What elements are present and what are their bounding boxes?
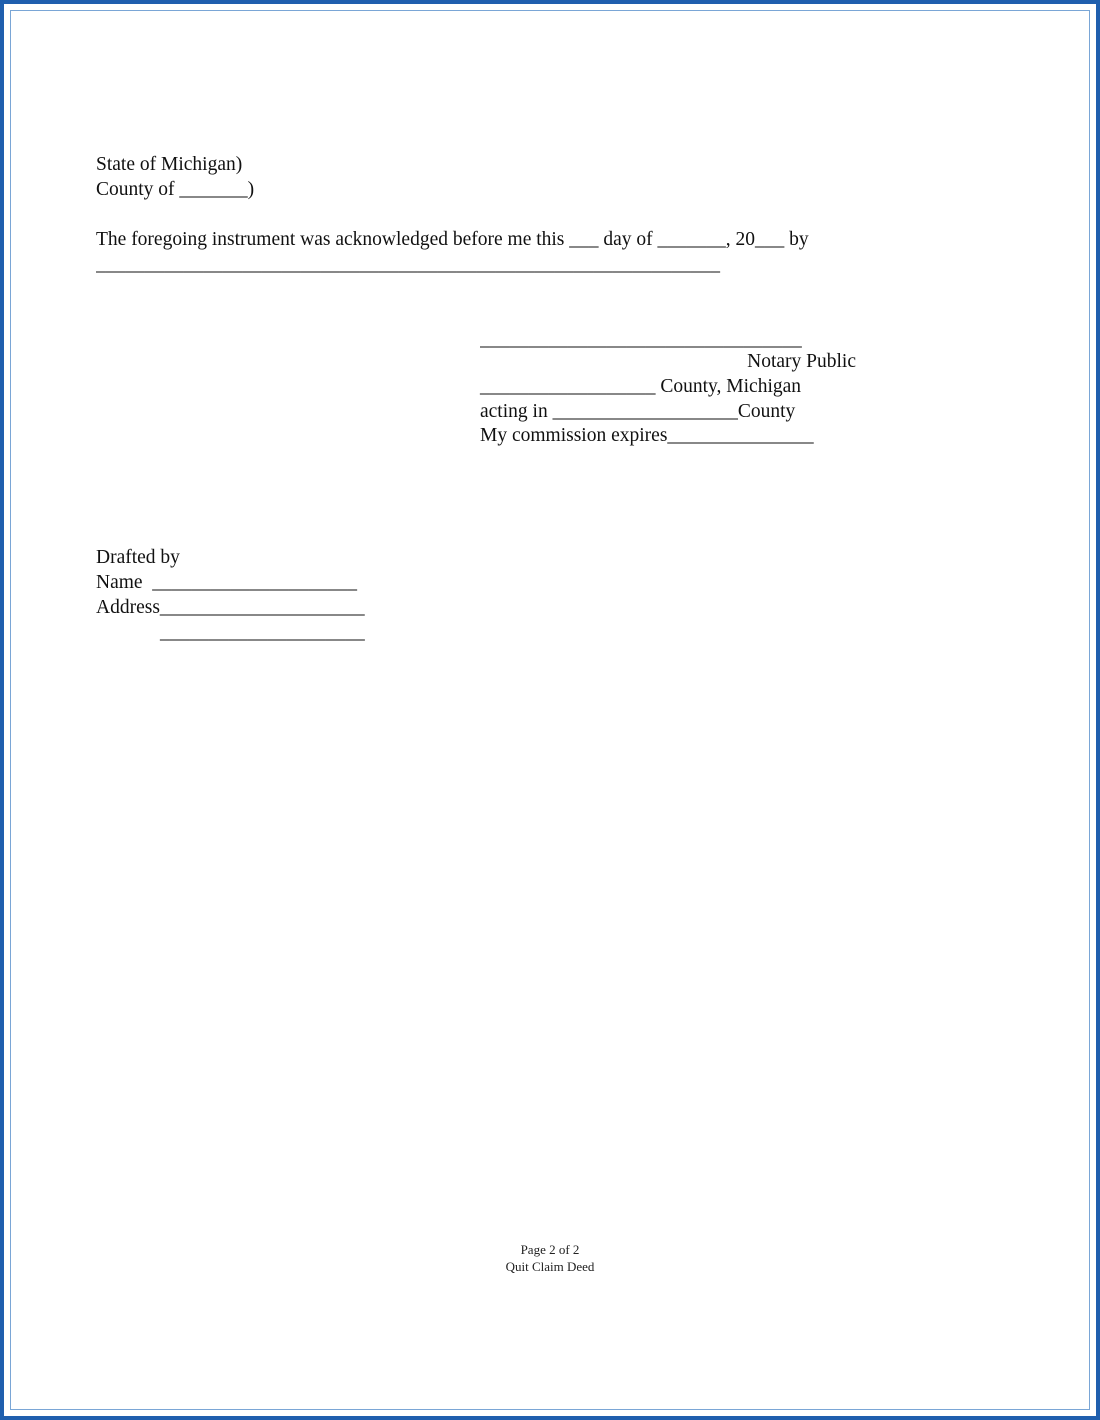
acknowledgment-blank-line: ________________________________________________________________: [96, 254, 720, 275]
state-line: State of Michigan): [96, 154, 243, 175]
notary-title: Notary Public: [747, 351, 856, 372]
document-title-footer: Quit Claim Deed: [505, 1259, 595, 1274]
drafted-by-label: Drafted by: [96, 547, 180, 568]
drafted-extra-line: _____________________: [160, 622, 365, 643]
drafted-name-line: Name _____________________: [96, 572, 358, 593]
notary-commission-line: My commission expires_______________: [480, 425, 814, 446]
notary-acting-line: acting in ___________________County: [480, 401, 796, 422]
acknowledgment-sentence: The foregoing instrument was acknowledged before me this ___ day of _______, 20___ by: [96, 229, 809, 250]
notary-signature-line: _________________________________: [480, 329, 802, 350]
county-line: County of _______): [96, 179, 255, 200]
notary-county-line: __________________ County, Michigan: [480, 376, 802, 397]
drafted-address-line: Address_____________________: [96, 597, 365, 618]
page-number: Page 2 of 2: [520, 1242, 580, 1257]
